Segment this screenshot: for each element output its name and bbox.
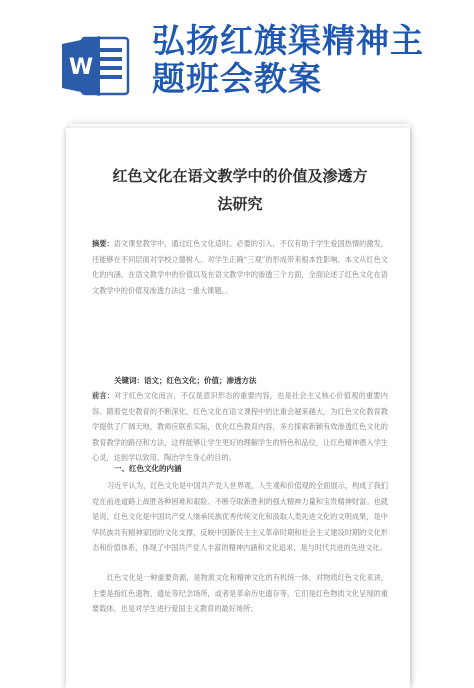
word-icon-letter: W [68,55,94,80]
abstract-text: 语文课堂教学中，通过红色文化适时、必要的引入，不仅有助于学生爱国热情的激发，还能够在不同层面对学校立德树人、对学生正确“三观”的形成带来根本性影响。本文从红色文化的内涵、在语文教学中的价值以及在语文教学中的渗透三个方面，全面论述了红色文化在语文教学中的价值及渗透方法这一重大课题。。 [92,239,388,295]
document-page [66,128,410,688]
abstract-lead: 摘要： [92,239,114,248]
preface-lead: 前言： [92,391,115,400]
word-document-icon [60,32,132,100]
section-heading: 一、红色文化的内涵 [114,464,182,473]
keywords-line: 关键词：语文；红色文化；价值；渗透方法 [114,376,257,385]
preface-text: 对于红色文化而言，不仅是意识形态的重要内容，也是社会主义核心价值观的重要内容。随着党史教育的不断深化，红色文化在语文课程中的比重会越来越大，为红色文化教育教学提供了广阔天地，教师应联系实际，优化红色教育内容，多方探索新颖有效渗透红色文化的教育教学的路径和方法，这样能够让学生更好的理解学生的特色和品位，让红色精神潜入学生心灵，达到学以致用、陶冶学生身心的目的。 [92,391,388,462]
section1-paragraph-2: 红色文化是一种重要资源，是物质文化和精神文化的有机统一体，对物质红色文化来讲，主要是指红色遗物、遗址等纪念场所，或者是革命历史遗存等，它们是红色物质文化呈现的重要载体，也是对学生进行爱国主义教育的最好场所； [92,573,388,613]
preface-paragraph [92,388,388,466]
section1-paragraph-1: 习近平认为，红色文化是中国共产党人世界观，人生观和价值观的全面展示，构成了我们党在前进道路上战胜各种困难和艰险、不断夺取新胜利的强大精神力量和宝贵精神财富。也就是说，红色文化是中国共产党人继承民族优秀传统文化和汲取人类先进文化的文明成果，是中华民族共有精神家园的文化支撑，反映中国新民主主义革命时期和社会主义建设时期的文化形态和价值体系，体现了中国共产党人丰富的精神内涵和文化追求，是与时代共进的先进文化。 [92,481,388,552]
banner-title: 弘扬红旗渠精神主题班会教案 [152,21,424,98]
banner [0,0,474,120]
paper-title: 红色文化在语文教学中的价值及渗透方法研究 [112,167,368,213]
abstract-paragraph [92,236,388,298]
